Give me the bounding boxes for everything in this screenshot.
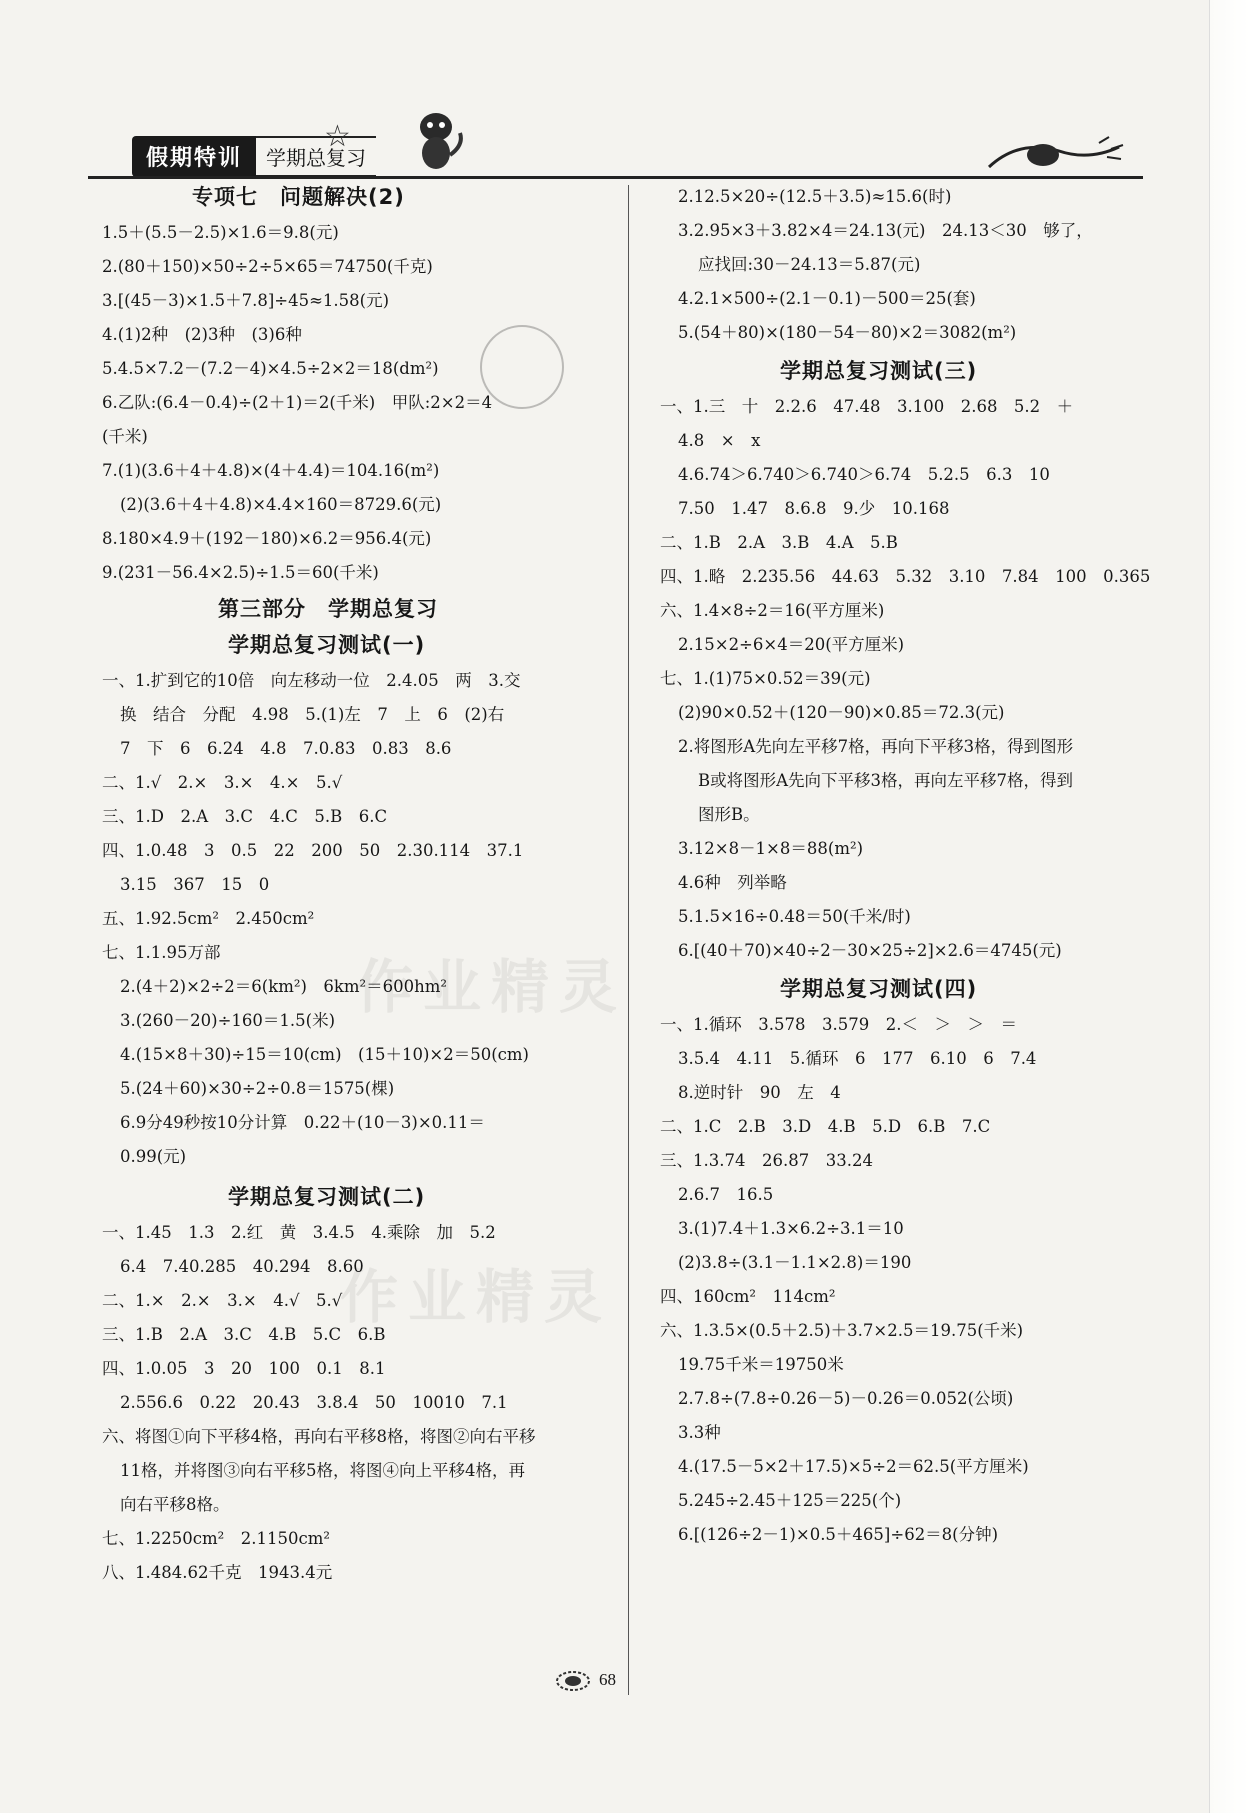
column-divider: [628, 185, 629, 1695]
answer-line: 9.(231－56.4×2.5)÷1.5＝60(千米): [102, 563, 379, 582]
answer-line: 3.15 367 15 0: [120, 875, 270, 894]
answer-line: 5.245÷2.45＋125＝225(个): [678, 1491, 902, 1510]
answer-line: 2.7.8÷(7.8÷0.26－5)－0.26＝0.052(公顷): [678, 1389, 1014, 1408]
answer-line: 0.99(元): [120, 1147, 187, 1166]
answer-line: 七、1.1.95万部: [102, 943, 221, 962]
answer-line: (千米): [102, 427, 148, 446]
banner-title: 假期特训: [132, 136, 256, 177]
answer-line: 换 结合 分配 4.98 5.(1)左 7 上 6 (2)右: [120, 705, 505, 724]
paper-edge: [1209, 0, 1250, 1813]
answer-line: 二、1.C 2.B 3.D 4.B 5.D 6.B 7.C: [660, 1117, 991, 1136]
sunflower-icon: [555, 1668, 591, 1692]
answer-line: 4.(1)2种 (2)3种 (3)6种: [102, 325, 302, 344]
answer-line: 6.[(126÷2－1)×0.5＋465]÷62＝8(分钟): [678, 1525, 999, 1544]
answer-line: 3.(1)7.4＋1.3×6.2÷3.1＝10: [678, 1219, 904, 1238]
answer-line: 6.9分49秒按10分计算 0.22＋(10－3)×0.11＝: [120, 1113, 485, 1132]
test-title: 学期总复习测试(三): [780, 359, 978, 383]
answer-line: 5.4.5×7.2－(7.2－4)×4.5÷2×2＝18(dm²): [102, 359, 439, 378]
answer-line: (2)(3.6＋4＋4.8)×4.4×160＝8729.6(元): [120, 495, 442, 514]
answer-line: 2.(4＋2)×2÷2＝6(km²) 6km²＝600hm²: [120, 977, 448, 996]
cartoon-decoration-icon: [979, 133, 1139, 173]
answer-line: (2)3.8÷(3.1－1.1×2.8)＝190: [678, 1253, 912, 1272]
answer-line: 3.2.95×3＋3.82×4＝24.13(元) 24.13＜30 够了，: [678, 221, 1093, 240]
answer-line: 2.12.5×20÷(12.5＋3.5)≈15.6(时): [678, 187, 952, 206]
answer-line: 11格，并将图③向右平移5格，将图④向上平移4格，再: [120, 1461, 525, 1480]
watermark-stamp: [480, 325, 564, 409]
answer-line: 一、1.45 1.3 2.红 黄 3.4.5 4.乘除 加 5.2: [102, 1223, 496, 1242]
header-rule: [88, 176, 1143, 179]
part-title: 第三部分 学期总复习: [218, 597, 438, 621]
answer-line: 六、1.3.5×(0.5＋2.5)＋3.7×2.5＝19.75(千米): [660, 1321, 1024, 1340]
answer-line: 八、1.484.62千克 1943.4元: [102, 1563, 333, 1582]
answer-line: 7.50 1.47 8.6.8 9.少 10.168: [678, 499, 950, 518]
answer-line: 2.6.7 16.5: [678, 1185, 774, 1204]
answer-line: 五、1.92.5cm² 2.450cm²: [102, 909, 315, 928]
answer-line: 4.(17.5－5×2＋17.5)×5÷2＝62.5(平方厘米): [678, 1457, 1029, 1476]
answer-line: (2)90×0.52＋(120－90)×0.85＝72.3(元): [678, 703, 1005, 722]
section-title: 专项七 问题解决(2): [192, 185, 405, 209]
answer-line: 4.6种 列举略: [678, 873, 787, 892]
answer-line: 六、将图①向下平移4格，再向右平移8格，将图②向右平移: [102, 1427, 536, 1446]
answer-line: 5.1.5×16÷0.48＝50(千米/时): [678, 907, 911, 926]
answer-line: 2.15×2÷6×4＝20(平方厘米): [678, 635, 905, 654]
answer-line: 6.4 7.40.285 40.294 8.60: [120, 1257, 364, 1276]
answer-line: 7.(1)(3.6＋4＋4.8)×(4＋4.4)＝104.16(m²): [102, 461, 440, 480]
answer-line: 2.将图形A先向左平移7格，再向下平移3格，得到图形: [678, 737, 1074, 756]
answer-line: 一、1.三 十 2.2.6 47.48 3.100 2.68 5.2 ＋: [660, 397, 1074, 416]
banner-subtitle: 学期总复习: [256, 136, 376, 177]
answer-line: 四、1.略 2.235.56 44.63 5.32 3.10 7.84 100 0.365: [660, 567, 1151, 586]
answer-line: B或将图形A先向下平移3格，再向左平移7格，得到: [698, 771, 1074, 790]
test-title: 学期总复习测试(一): [228, 633, 426, 657]
star-icon: ☆: [324, 119, 351, 154]
answer-line: 19.75千米＝19750米: [678, 1355, 844, 1374]
answer-line: 二、1.√ 2.× 3.× 4.× 5.√: [102, 773, 343, 792]
test-title: 学期总复习测试(二): [228, 1185, 426, 1209]
answer-line: 三、1.B 2.A 3.C 4.B 5.C 6.B: [102, 1325, 386, 1344]
answer-line: 6.[(40＋70)×40÷2－30×25÷2]×2.6＝4745(元): [678, 941, 1062, 960]
answer-line: 二、1.× 2.× 3.× 4.√ 5.√: [102, 1291, 343, 1310]
header-banner: [88, 105, 1143, 177]
answer-line: 六、1.4×8÷2＝16(平方厘米): [660, 601, 885, 620]
watermark-text: 作业精灵: [355, 953, 628, 1021]
answer-line: 四、1.0.48 3 0.5 22 200 50 2.30.114 37.1: [102, 841, 524, 860]
answer-line: 图形B。: [698, 805, 760, 824]
answer-line: 4.2.1×500÷(2.1－0.1)－500＝25(套): [678, 289, 976, 308]
answer-line: 8.180×4.9＋(192－180)×6.2＝956.4(元): [102, 529, 432, 548]
tiger-mascot-icon: [406, 105, 466, 175]
answer-line: 七、1.(1)75×0.52＝39(元): [660, 669, 871, 688]
answer-line: 一、1.扩到它的10倍 向左移动一位 2.4.05 两 3.交: [102, 671, 521, 690]
answer-line: 4.(15×8＋30)÷15＝10(cm) (15＋10)×2＝50(cm): [120, 1045, 529, 1064]
answer-line: 5.(54＋80)×(180－54－80)×2＝3082(m²): [678, 323, 1017, 342]
page-footer: [555, 1668, 616, 1692]
answer-line: 3.[(45－3)×1.5＋7.8]÷45≈1.58(元): [102, 291, 390, 310]
answer-line: 4.8 × x: [678, 431, 761, 450]
answer-line: 三、1.D 2.A 3.C 4.C 5.B 6.C: [102, 807, 388, 826]
answer-line: 3.3种: [678, 1423, 721, 1442]
answer-line: 四、160cm² 114cm²: [660, 1287, 836, 1306]
answer-line: 4.6.74＞6.740＞6.740＞6.74 5.2.5 6.3 10: [678, 465, 1050, 484]
answer-line: 1.5＋(5.5－2.5)×1.6＝9.8(元): [102, 223, 339, 242]
answer-line: 3.12×8－1×8＝88(m²): [678, 839, 864, 858]
answer-line: 三、1.3.74 26.87 33.24: [660, 1151, 873, 1170]
test-title: 学期总复习测试(四): [780, 977, 978, 1001]
answer-line: 四、1.0.05 3 20 100 0.1 8.1: [102, 1359, 386, 1378]
answer-line: 2.556.6 0.22 20.43 3.8.4 50 10010 7.1: [120, 1393, 508, 1412]
answer-line: 向右平移8格。: [120, 1495, 230, 1514]
answer-line: 应找回:30－24.13＝5.87(元): [698, 255, 921, 274]
answer-line: 8.逆时针 90 左 4: [678, 1083, 841, 1102]
answer-line: 7 下 6 6.24 4.8 7.0.83 0.83 8.6: [120, 739, 452, 758]
watermark-text: 作业精灵: [340, 1263, 613, 1331]
answer-line: 5.(24＋60)×30÷2÷0.8＝1575(棵): [120, 1079, 395, 1098]
answer-line: 3.5.4 4.11 5.循环 6 177 6.10 6 7.4: [678, 1049, 1037, 1068]
answer-line: 6.乙队:(6.4－0.4)÷(2＋1)＝2(千米) 甲队:2×2＝4: [102, 393, 493, 412]
answer-line: 3.(260－20)÷160＝1.5(米): [120, 1011, 336, 1030]
page-number: 68: [599, 1670, 616, 1689]
answer-line: 七、1.2250cm² 2.1150cm²: [102, 1529, 330, 1548]
answer-line: 二、1.B 2.A 3.B 4.A 5.B: [660, 533, 898, 552]
answer-line: 2.(80＋150)×50÷2÷5×65＝74750(千克): [102, 257, 433, 276]
answer-line: 一、1.循环 3.578 3.579 2.＜ ＞ ＞ ＝: [660, 1015, 1017, 1034]
